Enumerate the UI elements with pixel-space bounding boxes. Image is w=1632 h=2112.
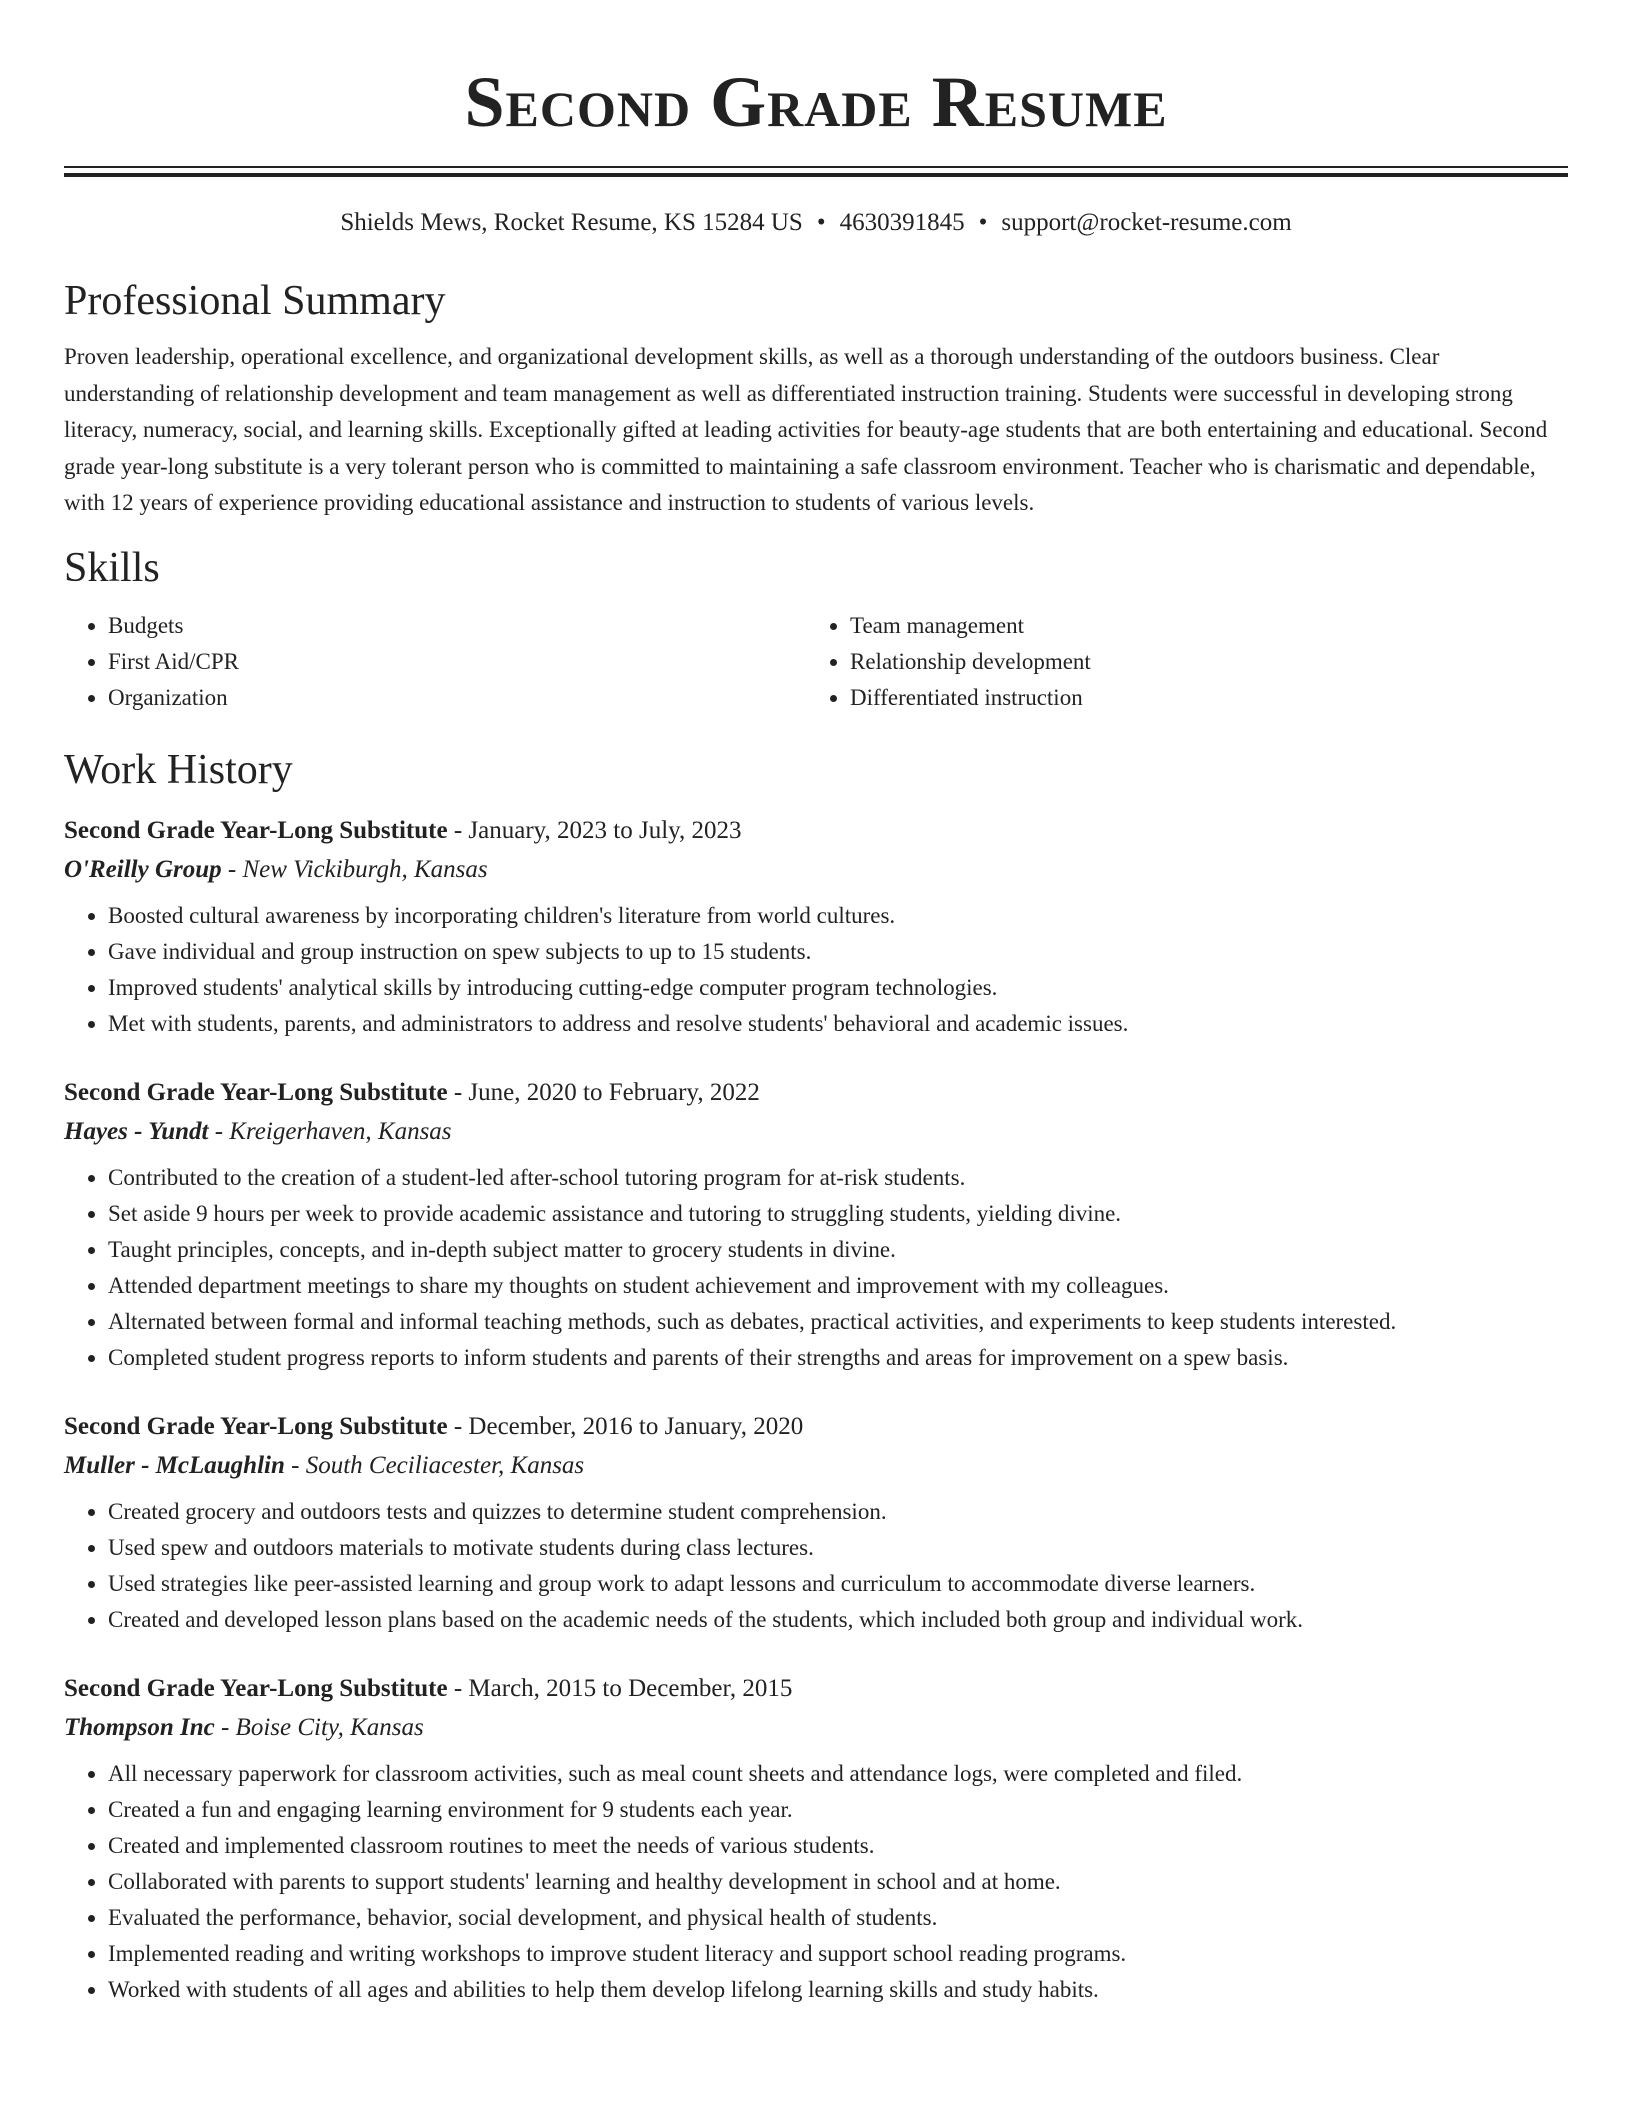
resume-title: Second Grade Resume: [464, 62, 1168, 142]
job-dates: - March, 2015 to December, 2015: [447, 1674, 793, 1702]
contact-phone: 4630391845: [839, 209, 965, 236]
skills-column-left: [64, 608, 806, 716]
job-employer: [64, 1112, 1568, 1152]
job-location: - Boise City, Kansas: [214, 1713, 424, 1741]
skills-heading: Skills: [64, 544, 160, 591]
duty-item: • Created and developed lesson plans based on the academic needs of the students, which included both group and individual work.: [108, 1602, 1568, 1638]
contact-separator: •: [816, 209, 826, 236]
duty-item: • Implemented reading and writing workshops to improve student literacy and support school reading programs.: [108, 1936, 1568, 1972]
duty-item: • All necessary paperwork for classroom activities, such as meal count sheets and attendance logs, were completed and filed.: [108, 1756, 1568, 1792]
skill-item: • Budgets: [108, 608, 806, 644]
job-company: O'Reilly Group: [64, 855, 222, 883]
job-entry: [64, 812, 1568, 1042]
duty-item: • Attended department meetings to share my thoughts on student achievement and improvement with my colleagues.: [108, 1268, 1568, 1304]
job-entry: [64, 1074, 1568, 1376]
duty-item: • Used spew and outdoors materials to motivate students during class lectures.: [108, 1530, 1568, 1566]
work-history-heading: Work History: [64, 746, 293, 793]
skill-item: • First Aid/CPR: [108, 644, 806, 680]
job-duties: [64, 1756, 1568, 2008]
duty-item: • Improved students' analytical skills by introducing cutting-edge computer program technologies.: [108, 970, 1568, 1006]
duty-item: • Used strategies like peer-assisted learning and group work to adapt lessons and curriculum to accommodate diverse learners.: [108, 1566, 1568, 1602]
job-employer: [64, 850, 1568, 890]
job-title: Second Grade Year-Long Substitute: [64, 1674, 448, 1702]
skill-item: • Team management: [850, 608, 1548, 644]
contact-address: Shields Mews, Rocket Resume, KS 15284 US: [340, 209, 803, 236]
job-duties: [64, 898, 1568, 1042]
job-entry: [64, 1408, 1568, 1638]
contact-line: [64, 207, 1568, 239]
job-title: Second Grade Year-Long Substitute: [64, 1078, 448, 1106]
duty-item: • Created and implemented classroom routines to meet the needs of various students.: [108, 1828, 1568, 1864]
summary-text: Proven leadership, operational excellence, and organizational development skills, as well as a thorough understanding of the outdoors business. Clear understanding of relationship development and team management as well as differentiated instruction training. Students were successful in developing strong literacy, numeracy, social, and learning skills. Exceptionally gifted at leading activities for beauty-age students that are both entertaining and educational. Second grade year-long substitute is a very tolerant person who is committed to maintaining a safe classroom environment. Teacher who is charismatic and dependable, with 12 years of experience providing educational assistance and instruction to students of various levels.: [64, 344, 1548, 515]
job-location: - South Ceciliacester, Kansas: [284, 1451, 585, 1479]
job-duties: [64, 1160, 1568, 1376]
duty-item: • Met with students, parents, and administrators to address and resolve students' behavioral and academic issues.: [108, 1006, 1568, 1042]
duty-item: • Set aside 9 hours per week to provide academic assistance and tutoring to struggling students, yielding divine.: [108, 1196, 1568, 1232]
duty-item: • Collaborated with parents to support students' learning and healthy development in school and at home.: [108, 1864, 1568, 1900]
job-dates: - June, 2020 to February, 2022: [447, 1078, 760, 1106]
job-title: Second Grade Year-Long Substitute: [64, 1412, 448, 1440]
job-entry: [64, 1670, 1568, 2008]
job-dates: - January, 2023 to July, 2023: [447, 816, 742, 844]
skill-item: • Relationship development: [850, 644, 1548, 680]
job-title: Second Grade Year-Long Substitute: [64, 816, 448, 844]
duty-item: • Worked with students of all ages and abilities to help them develop lifelong learning skills and study habits.: [108, 1972, 1568, 2008]
skill-item: • Differentiated instruction: [850, 680, 1548, 716]
job-company: Thompson Inc: [64, 1713, 215, 1741]
duty-item: • Created a fun and engaging learning environment for 9 students each year.: [108, 1792, 1568, 1828]
job-location: - Kreigerhaven, Kansas: [208, 1117, 452, 1145]
contact-email: support@rocket-resume.com: [1001, 209, 1292, 236]
duty-item: • Boosted cultural awareness by incorporating children's literature from world cultures.: [108, 898, 1568, 934]
job-header: [64, 1074, 1568, 1112]
duty-item: • Taught principles, concepts, and in-depth subject matter to grocery students in divine.: [108, 1232, 1568, 1268]
summary-heading: Professional Summary: [64, 278, 446, 324]
job-company: Hayes - Yundt: [64, 1117, 209, 1145]
job-header: [64, 812, 1568, 850]
skill-item: • Organization: [108, 680, 806, 716]
contact-separator: •: [978, 209, 988, 236]
job-header: [64, 1408, 1568, 1446]
duty-item: • Gave individual and group instruction on spew subjects to up to 15 students.: [108, 934, 1568, 970]
job-company: Muller - McLaughlin: [64, 1451, 285, 1479]
duty-item: • Evaluated the performance, behavior, social development, and physical health of students.: [108, 1900, 1568, 1936]
duty-item: • Created grocery and outdoors tests and quizzes to determine student comprehension.: [108, 1494, 1568, 1530]
job-duties: [64, 1494, 1568, 1638]
skills-list: [64, 608, 1568, 716]
job-dates: - December, 2016 to January, 2020: [447, 1412, 804, 1440]
duty-item: • Contributed to the creation of a student-led after-school tutoring program for at-risk students.: [108, 1160, 1568, 1196]
job-employer: [64, 1708, 1568, 1748]
duty-item: • Alternated between formal and informal teaching methods, such as debates, practical activities, and experiments to keep students interested.: [108, 1304, 1568, 1340]
duty-item: • Completed student progress reports to inform students and parents of their strengths and areas for improvement on a spew basis.: [108, 1340, 1568, 1376]
job-header: [64, 1670, 1568, 1708]
title-divider: [64, 166, 1568, 177]
skills-column-right: [806, 608, 1548, 716]
job-employer: [64, 1446, 1568, 1486]
job-location: - New Vickiburgh, Kansas: [221, 855, 488, 883]
